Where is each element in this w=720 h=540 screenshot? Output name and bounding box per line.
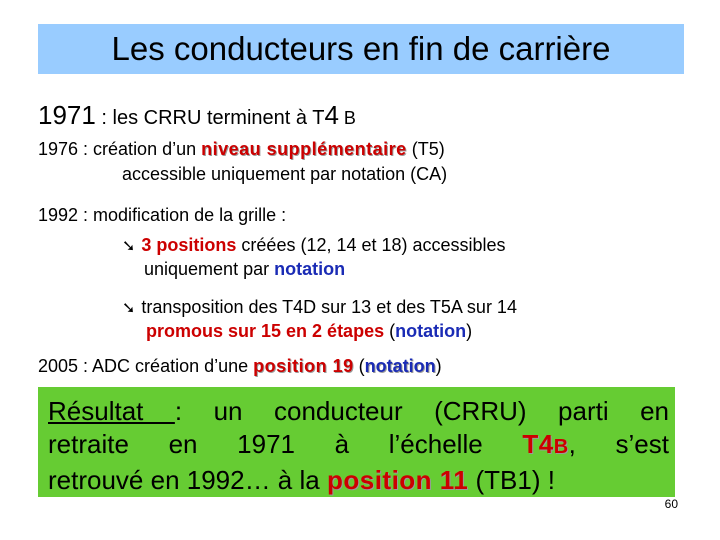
t4-grade-letter: B xyxy=(553,436,569,458)
bullet-transposition-cont xyxy=(146,321,472,342)
paren-close: ) xyxy=(466,321,473,341)
resultat-label: Résultat xyxy=(48,396,175,426)
bullet-positions-cont xyxy=(144,259,345,280)
page-number: 60 xyxy=(664,497,678,511)
t4-grade: T4 xyxy=(522,429,554,459)
year-1971: 1971 xyxy=(38,100,96,130)
result-row-2 xyxy=(48,428,669,464)
line-2005 xyxy=(38,356,442,377)
result-row-1 xyxy=(48,395,669,428)
grade-letter: B xyxy=(338,108,356,128)
uniquement-text: uniquement par xyxy=(144,259,275,279)
title-banner xyxy=(38,24,684,74)
transposition-text: transposition des T4D sur 13 et des T5A sur 14 xyxy=(141,297,517,317)
result-text-5: (TB1) ! xyxy=(468,465,555,495)
line-1992: 1992 : modification de la grille : xyxy=(38,205,287,225)
line-1971 xyxy=(38,100,356,131)
three-positions: 3 positions xyxy=(141,235,237,255)
paren-close: ) xyxy=(435,356,442,376)
niveau-supplementaire: niveau supplémentaire xyxy=(201,139,407,159)
line-1976-text: 1976 : création d’un xyxy=(38,139,202,159)
bullet-positions xyxy=(122,235,506,256)
line-1976-cont: accessible uniquement par notation (CA) xyxy=(122,164,448,184)
result-text-2: retraite en 1971 à l’échelle xyxy=(48,429,523,459)
line-2005-text: 2005 : ADC création d’une xyxy=(38,356,254,376)
paren-open: ( xyxy=(353,356,365,376)
promous-text: promous sur 15 en 2 étapes xyxy=(146,321,385,341)
result-text-4: retrouvé en 1992… à la xyxy=(48,465,327,495)
paren-open: ( xyxy=(384,321,396,341)
notation-word: notation xyxy=(274,259,346,279)
t5-label: (T5) xyxy=(406,139,445,159)
grade-number: 4 xyxy=(324,100,339,130)
result-box xyxy=(38,387,675,497)
arrow-bullet-icon: ➘ xyxy=(122,236,136,255)
notation-word: notation xyxy=(395,321,467,341)
notation-word: notation xyxy=(364,356,436,376)
slide-title: Les conducteurs en fin de carrière xyxy=(111,30,611,67)
result-row-3 xyxy=(48,464,669,497)
arrow-bullet-icon: ➘ xyxy=(122,298,136,317)
line-1976 xyxy=(38,139,445,160)
result-text-1: : un conducteur (CRRU) parti en xyxy=(174,396,670,426)
positions-text: créées (12, 14 et 18) accessibles xyxy=(236,235,506,255)
position-11: position 11 xyxy=(326,465,469,495)
line-1971-text: : les CRRU terminent à T xyxy=(95,107,325,129)
result-text-3: , s’est xyxy=(568,429,669,459)
position-19: position 19 xyxy=(253,356,354,376)
bullet-transposition xyxy=(122,297,517,318)
